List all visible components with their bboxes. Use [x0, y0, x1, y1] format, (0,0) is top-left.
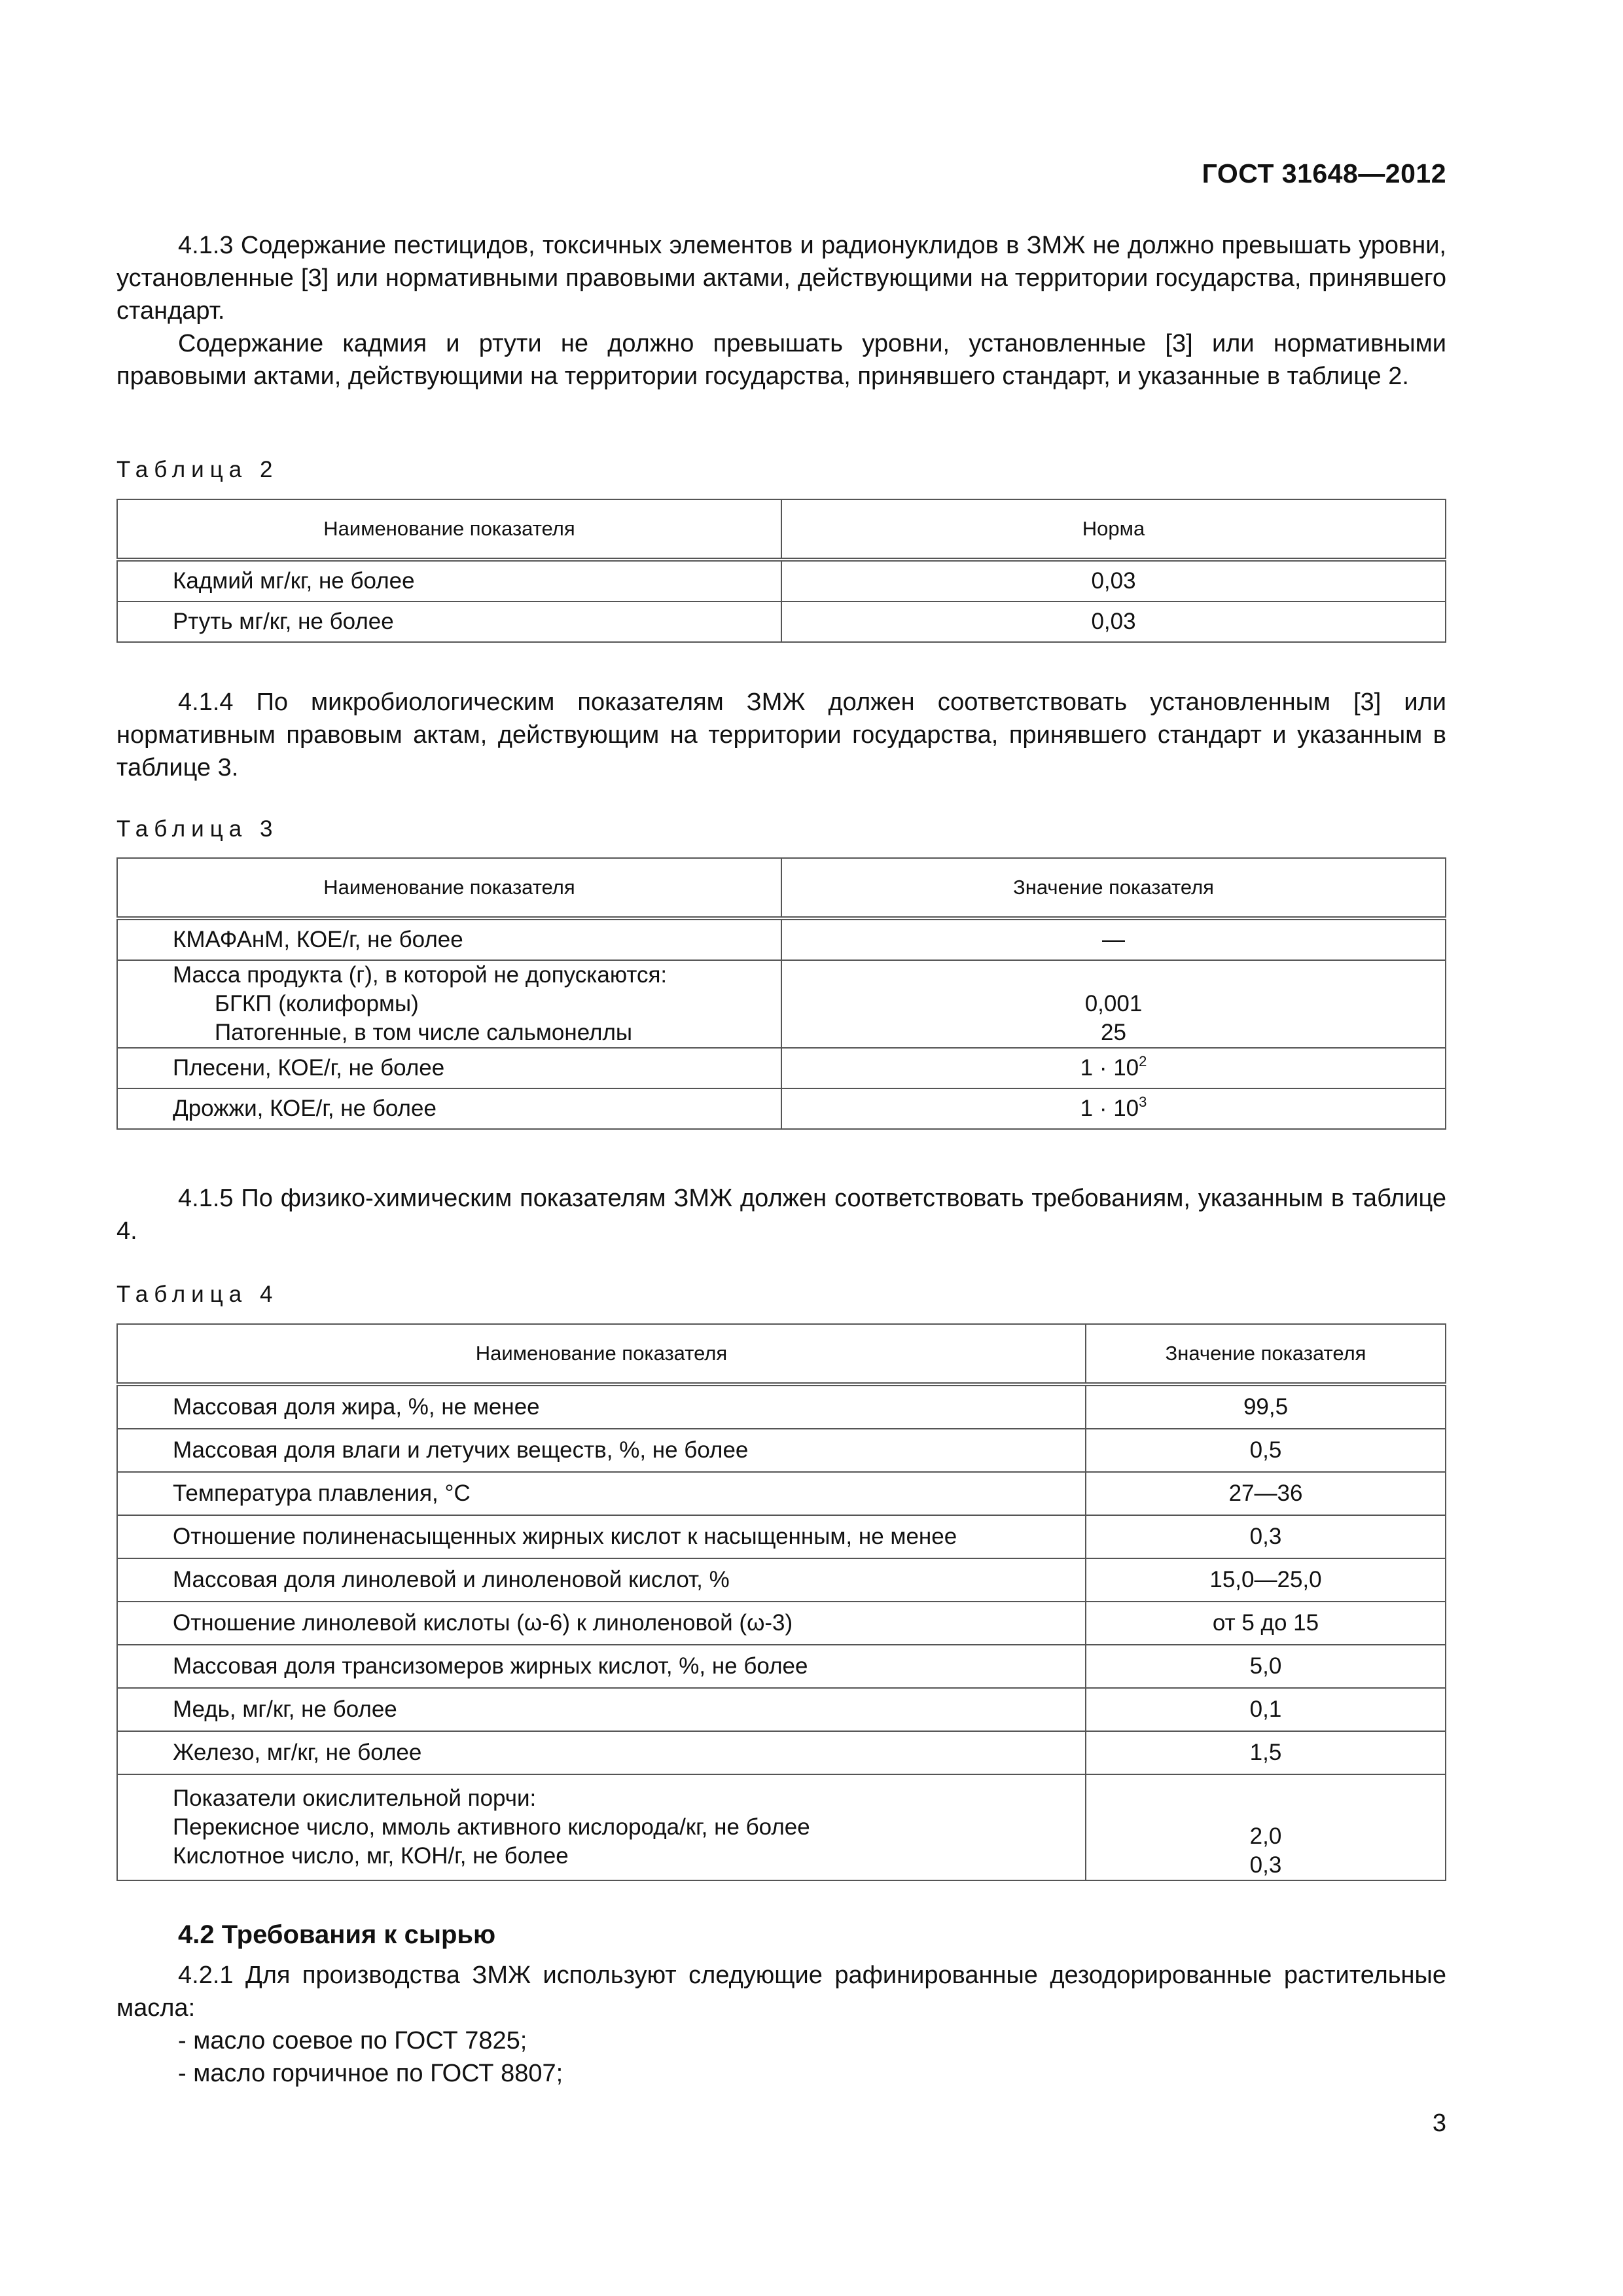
indicator-value — [1086, 1774, 1446, 1880]
list-item: - масло соевое по ГОСТ 7825; — [178, 2027, 527, 2054]
value-exponent: 2 — [1139, 1053, 1147, 1069]
table-2-caption: Таблица 2 — [116, 457, 279, 482]
table-row — [117, 1384, 1446, 1429]
table-3-caption: Таблица 3 — [116, 816, 279, 842]
indicator-value: 99,5 — [1086, 1384, 1446, 1429]
table-row — [117, 560, 1446, 601]
table-row — [117, 1472, 1446, 1515]
table-3 — [116, 857, 1446, 1130]
table-row — [117, 1048, 1446, 1088]
table-row — [117, 601, 1446, 642]
indicator-name — [117, 960, 781, 1048]
indicator-name: КМАФАнМ, КОЕ/г, не более — [117, 918, 781, 960]
indicator-subitem: БГКП (колиформы) — [215, 991, 419, 1016]
value-base: 1 · 10 — [1080, 1096, 1139, 1121]
paragraph: 4.1.5 По физико-химическим показателям ЗМЖ должен соответствовать требованиям, указанным в таблице 4. — [116, 1185, 1446, 1245]
indicator-name: Кадмий мг/кг, не более — [117, 560, 781, 601]
section-4-1-4 — [116, 686, 1446, 784]
paragraph: 4.1.3 Содержание пестицидов, токсичных элементов и радионуклидов в ЗМЖ не должно превышать уровни, установленные [3] или нормативными правовыми актами, действующими на территории государства, принявшего стандарт. — [116, 232, 1446, 325]
indicator-value — [781, 960, 1446, 1048]
page-number: 3 — [1432, 2109, 1446, 2137]
indicator-value: 0,5 — [1086, 1429, 1446, 1472]
column-header: Наименование показателя — [117, 499, 781, 560]
indicator-name: Температура плавления, °С — [117, 1472, 1086, 1515]
indicator-name: Массовая доля жира, %, не менее — [117, 1384, 1086, 1429]
indicator-name — [117, 1774, 1086, 1880]
subitem-value: 25 — [1101, 1020, 1126, 1045]
indicator-name: Массовая доля влаги и летучих веществ, %, не более — [117, 1429, 1086, 1472]
indicator-name: Плесени, КОЕ/г, не более — [117, 1048, 781, 1088]
indicator-group-title: Показатели окислительной порчи: — [173, 1785, 537, 1811]
indicator-value: 0,03 — [781, 601, 1446, 642]
column-header: Наименование показателя — [117, 858, 781, 918]
column-header: Значение показателя — [781, 858, 1446, 918]
table-row — [117, 960, 1446, 1048]
paragraph: 4.2.1 Для производства ЗМЖ используют следующие рафинированные дезодорированные растительные масла: — [116, 1962, 1446, 2022]
indicator-value: 27—36 — [1086, 1472, 1446, 1515]
indicator-name: Массовая доля трансизомеров жирных кислот, %, не более — [117, 1645, 1086, 1688]
table-row — [117, 1688, 1446, 1731]
table-row — [117, 1645, 1446, 1688]
indicator-subitem: Перекисное число, ммоль активного кислорода/кг, не более — [173, 1814, 810, 1840]
table-4-caption: Таблица 4 — [116, 1282, 279, 1307]
paragraph: Содержание кадмия и ртути не должно превышать уровни, установленные [3] или нормативными правовыми актами, действующими на территории государства, принявшего стандарт, и указанные в таблице 2. — [116, 330, 1446, 390]
section-4-1-5 — [116, 1182, 1446, 1247]
indicator-value — [781, 1088, 1446, 1129]
value-base: 1 · 10 — [1080, 1055, 1139, 1081]
document-id: ГОСТ 31648—2012 — [1202, 158, 1446, 188]
indicator-name: Ртуть мг/кг, не более — [117, 601, 781, 642]
indicator-name: Дрожжи, КОЕ/г, не более — [117, 1088, 781, 1129]
column-header: Норма — [781, 499, 1446, 560]
table-row — [117, 1558, 1446, 1602]
indicator-value: 15,0—25,0 — [1086, 1558, 1446, 1602]
column-header: Наименование показателя — [117, 1324, 1086, 1384]
table-2 — [116, 499, 1446, 643]
table-row — [117, 1088, 1446, 1129]
section-4-1-3 — [116, 229, 1446, 393]
indicator-name: Железо, мг/кг, не более — [117, 1731, 1086, 1774]
indicator-value: 0,1 — [1086, 1688, 1446, 1731]
table-row — [117, 1515, 1446, 1558]
paragraph: 4.1.4 По микробиологическим показателям ЗМЖ должен соответствовать установленным [3] или нормативным правовым актам, действующим на территории государства, принявшего стандарт и указанным в таблице 3. — [116, 689, 1446, 781]
indicator-value: 5,0 — [1086, 1645, 1446, 1688]
indicator-value: 1,5 — [1086, 1731, 1446, 1774]
indicator-name: Отношение линолевой кислоты (ω-6) к линоленовой (ω-3) — [117, 1602, 1086, 1645]
indicator-name: Отношение полиненасыщенных жирных кислот к насыщенным, не менее — [117, 1515, 1086, 1558]
indicator-subitem: Кислотное число, мг, КОН/г, не более — [173, 1843, 569, 1869]
indicator-subitem: Патогенные, в том числе сальмонеллы — [215, 1020, 633, 1045]
table-row — [117, 918, 1446, 960]
table-row — [117, 1602, 1446, 1645]
value-exponent: 3 — [1139, 1094, 1147, 1110]
indicator-value: — — [781, 918, 1446, 960]
table-row — [117, 1731, 1446, 1774]
indicator-name: Массовая доля линолевой и линоленовой кислот, % — [117, 1558, 1086, 1602]
table-4 — [116, 1323, 1446, 1881]
section-4-2 — [116, 1920, 1446, 2090]
table-row — [117, 1774, 1446, 1880]
indicator-value — [781, 1048, 1446, 1088]
indicator-value: 0,3 — [1086, 1515, 1446, 1558]
subitem-value: 0,3 — [1249, 1852, 1282, 1878]
indicator-value: 0,03 — [781, 560, 1446, 601]
column-header: Значение показателя — [1086, 1324, 1446, 1384]
indicator-value: от 5 до 15 — [1086, 1602, 1446, 1645]
section-title: 4.2 Требования к сырью — [178, 1920, 496, 1949]
indicator-name: Медь, мг/кг, не более — [117, 1688, 1086, 1731]
subitem-value: 0,001 — [1084, 991, 1143, 1016]
table-row — [117, 1429, 1446, 1472]
list-item: - масло горчичное по ГОСТ 8807; — [178, 2060, 563, 2087]
indicator-group-title: Масса продукта (г), в которой не допускаются: — [173, 962, 668, 988]
subitem-value: 2,0 — [1249, 1823, 1282, 1849]
